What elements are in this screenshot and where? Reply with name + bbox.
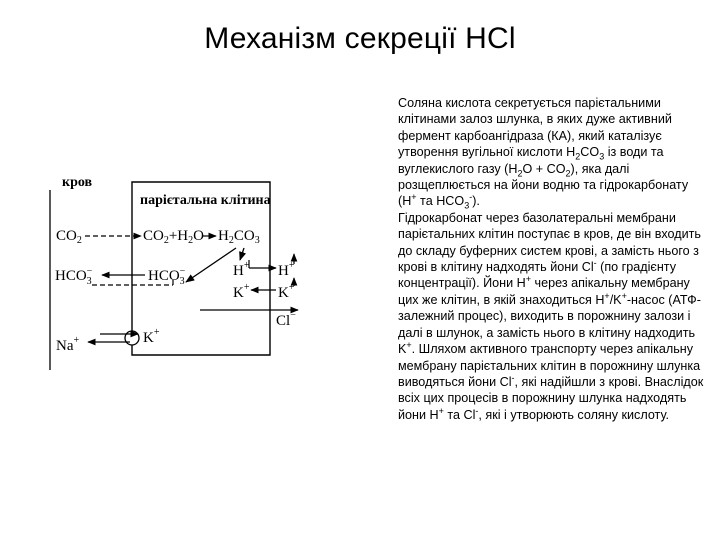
na-k-pump [125,331,139,345]
h-lumen: H+ [278,260,295,279]
h2co3: $H_2CO_3$ [218,228,260,246]
hco3-cell: $HCO_3-$ [148,266,186,287]
label-blood: кров [62,175,93,190]
k-in-cell: K+ [233,282,250,301]
paragraph-1: Соляна кислота секретується парієтальними клітинами залоз шлунка, в яких дуже активний фермент карбоангідраза (КА), який каталізує утворення вугільної кислоти $H_2CO_3$ із води та вуглекислого газу $(H_2O + CO_2)$, яка далі розщеплюється на йони водню та гідрокарбонату (H+ та $HCO_3^-$). [398,96,689,211]
k-cell-bottom: K+ [143,327,160,346]
label-parietal-cell: парієтальна клітина [140,193,271,208]
k-lumen: K+ [278,282,295,301]
dissociation-arrow-hco3 [186,248,236,282]
paragraph-2: Гідрокарбонат через базолатеральні мембрани парієтальних клітин поступає в кров, де він входить до складу буферних систем крові, а замість нього з крові в клітину надходять йони Cl- (по градієнту концентрації). Йони H+ через апікальну мембрану цих же клітин, в якій знаходиться H+/K+-насос (АТФ-залежний процес), виходить в порожнину залози і далі в шлунок, а замість нього в клітину надходить K+. Шляхом активного транспорту через апікальну мембрану парієтальних клітин в порожнину шлунка виводяться йони Cl-, які надійшли з крові. Внаслідок всіх цих процесів в порожнину шлунка надходять йони H+ та Cl-, які і утворюють соляну кислоту. [398,210,704,422]
co2-blood: $CO_2$ [56,228,82,246]
hco3-blood: $HCO_3-$ [55,266,93,287]
h-in-cell: H+ [233,260,250,279]
na-blood: Na+ [56,335,80,354]
co2-h2o: $CO_2+H_2O$ [143,228,204,246]
description-text [398,95,708,423]
dissociation-arrow-h [240,248,244,260]
cl-lumen: Cl− [276,310,296,329]
page-title: Механізм секреції HCl [204,22,516,55]
hcl-secretion-diagram [40,160,370,390]
